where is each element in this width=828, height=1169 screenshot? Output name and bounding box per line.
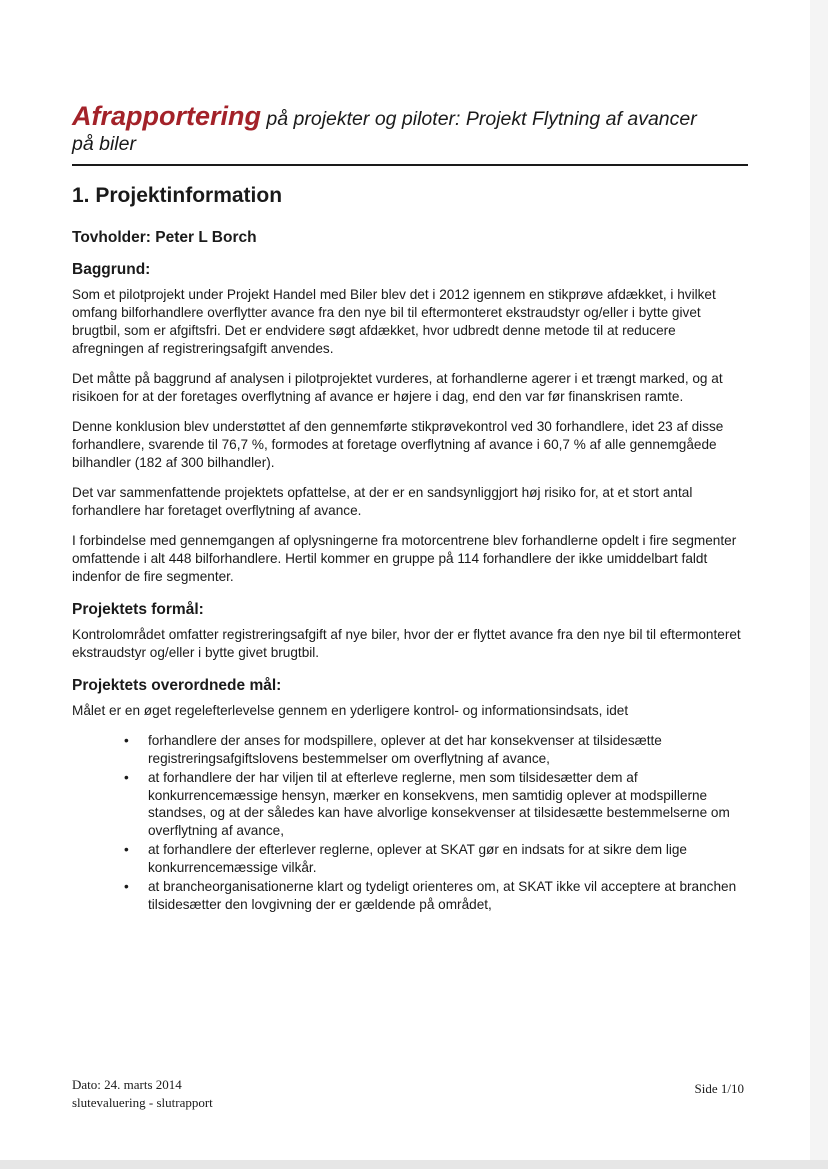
list-item: • at forhandlere der har viljen til at efterleve reglerne, men som tilsidesætter dem af konkurrencemæssige hensyn, mærker en konsekvens, men samtidig oplever at modspillerne standses, og at der således kan have alvorlige konsekvenser at tilsidesætte bestemmelserne om overflytning af avance, xyxy=(124,770,730,838)
scan-margin-bottom xyxy=(0,1160,828,1169)
baggrund-paragraph: Som et pilotprojekt under Projekt Handel med Biler blev det i 2012 igennem en stikprøve afdækket, i hvilket omfang bilforhandlere overflytter avance fra den nye bil til eftermonteret ekstraudstyr og/eller i bytte givet brugtbil, som er afgiftsfri. Det er endvidere søgt afdækket, hvor udbredt denne metode til at reducere afregningen af registreringsafgift anvendes. xyxy=(72,287,716,356)
title-rest: på projekter og piloter: Projekt Flytning af avancer xyxy=(266,108,697,130)
maal-intro: Målet er en øget regelefterlevelse gennem en yderligere kontrol- og informationsindsats, idet xyxy=(72,703,629,718)
baggrund-paragraph: I forbindelse med gennemgangen af oplysningerne fra motorcentrene blev forhandlerne opdelt i fire segmenter omfattende i alt 448 bilforhandlere. Hertil kommer en gruppe på 114 forhandlere der ikke umiddelbart faldt indenfor de fire segmenter. xyxy=(72,533,737,584)
title-line2: på biler xyxy=(72,133,136,155)
baggrund-heading: Baggrund: xyxy=(72,261,151,278)
footer-date: Dato: 24. marts 2014 xyxy=(72,1077,182,1092)
page-number: Side 1/10 xyxy=(694,1081,744,1096)
document-title xyxy=(72,101,748,157)
tovholder-line: Tovholder: Peter L Borch xyxy=(72,229,257,246)
bullet-icon: • xyxy=(124,770,129,785)
baggrund-paragraph: Denne konklusion blev understøttet af den gennemførte stikprøvekontrol ved 30 forhandlere, idet 23 af disse forhandlere, svarende til 76,7 %, formodes at foretage overflytning af avance i 60,7 % af alle gennemgåede bilhandler (182 af 300 bilhandler). xyxy=(72,419,724,470)
formaal-text: Kontrolområdet omfatter registreringsafgift af nye biler, hvor der er flyttet avance fra den nye bil til eftermonteret ekstraudstyr og/eller i bytte givet brugtbil. xyxy=(72,627,741,660)
bullet-icon: • xyxy=(124,733,129,748)
bullet-icon: • xyxy=(124,879,129,894)
scan-margin-right xyxy=(810,0,828,1169)
baggrund-paragraph: Det måtte på baggrund af analysen i pilotprojektet vurderes, at forhandlerne agerer i et trængt marked, og at risikoen for at der foretages overflytning af avance er højere i dag, end den var før finanskrisen ramte. xyxy=(72,371,723,404)
baggrund-paragraph: Det var sammenfattende projektets opfattelse, at der er en sandsynliggjort høj risiko for, at et stort antal forhandlere har foretaget overflytning af avance. xyxy=(72,485,693,518)
title-highlight: Afrapportering xyxy=(72,101,261,131)
maal-heading: Projektets overordnede mål: xyxy=(72,677,282,694)
formaal-heading: Projektets formål: xyxy=(72,601,204,618)
title-divider xyxy=(72,164,748,166)
list-item: • at brancheorganisationerne klart og tydeligt orienteres om, at SKAT ikke vil acceptere at branchen tilsidesætter den lovgivning der er gældende på området, xyxy=(124,879,737,912)
bullet-icon: • xyxy=(124,842,129,857)
document-body xyxy=(72,182,748,915)
list-item: • forhandlere der anses for modspillere, oplever at det har konsekvenser at tilsidesætte registreringsafgiftslovens bestemmelser om overflytning af avance, xyxy=(124,733,662,766)
section-heading: 1. Projektinformation xyxy=(72,184,283,207)
maal-bullet-list xyxy=(72,732,748,913)
list-item: • at forhandlere der efterlever reglerne, oplever at SKAT gør en indsats for at sikre dem lige konkurrencemæssige vilkår. xyxy=(124,842,687,875)
footer-doc-name: slutevaluering - slutrapport xyxy=(72,1095,213,1110)
page-footer xyxy=(72,1076,744,1112)
